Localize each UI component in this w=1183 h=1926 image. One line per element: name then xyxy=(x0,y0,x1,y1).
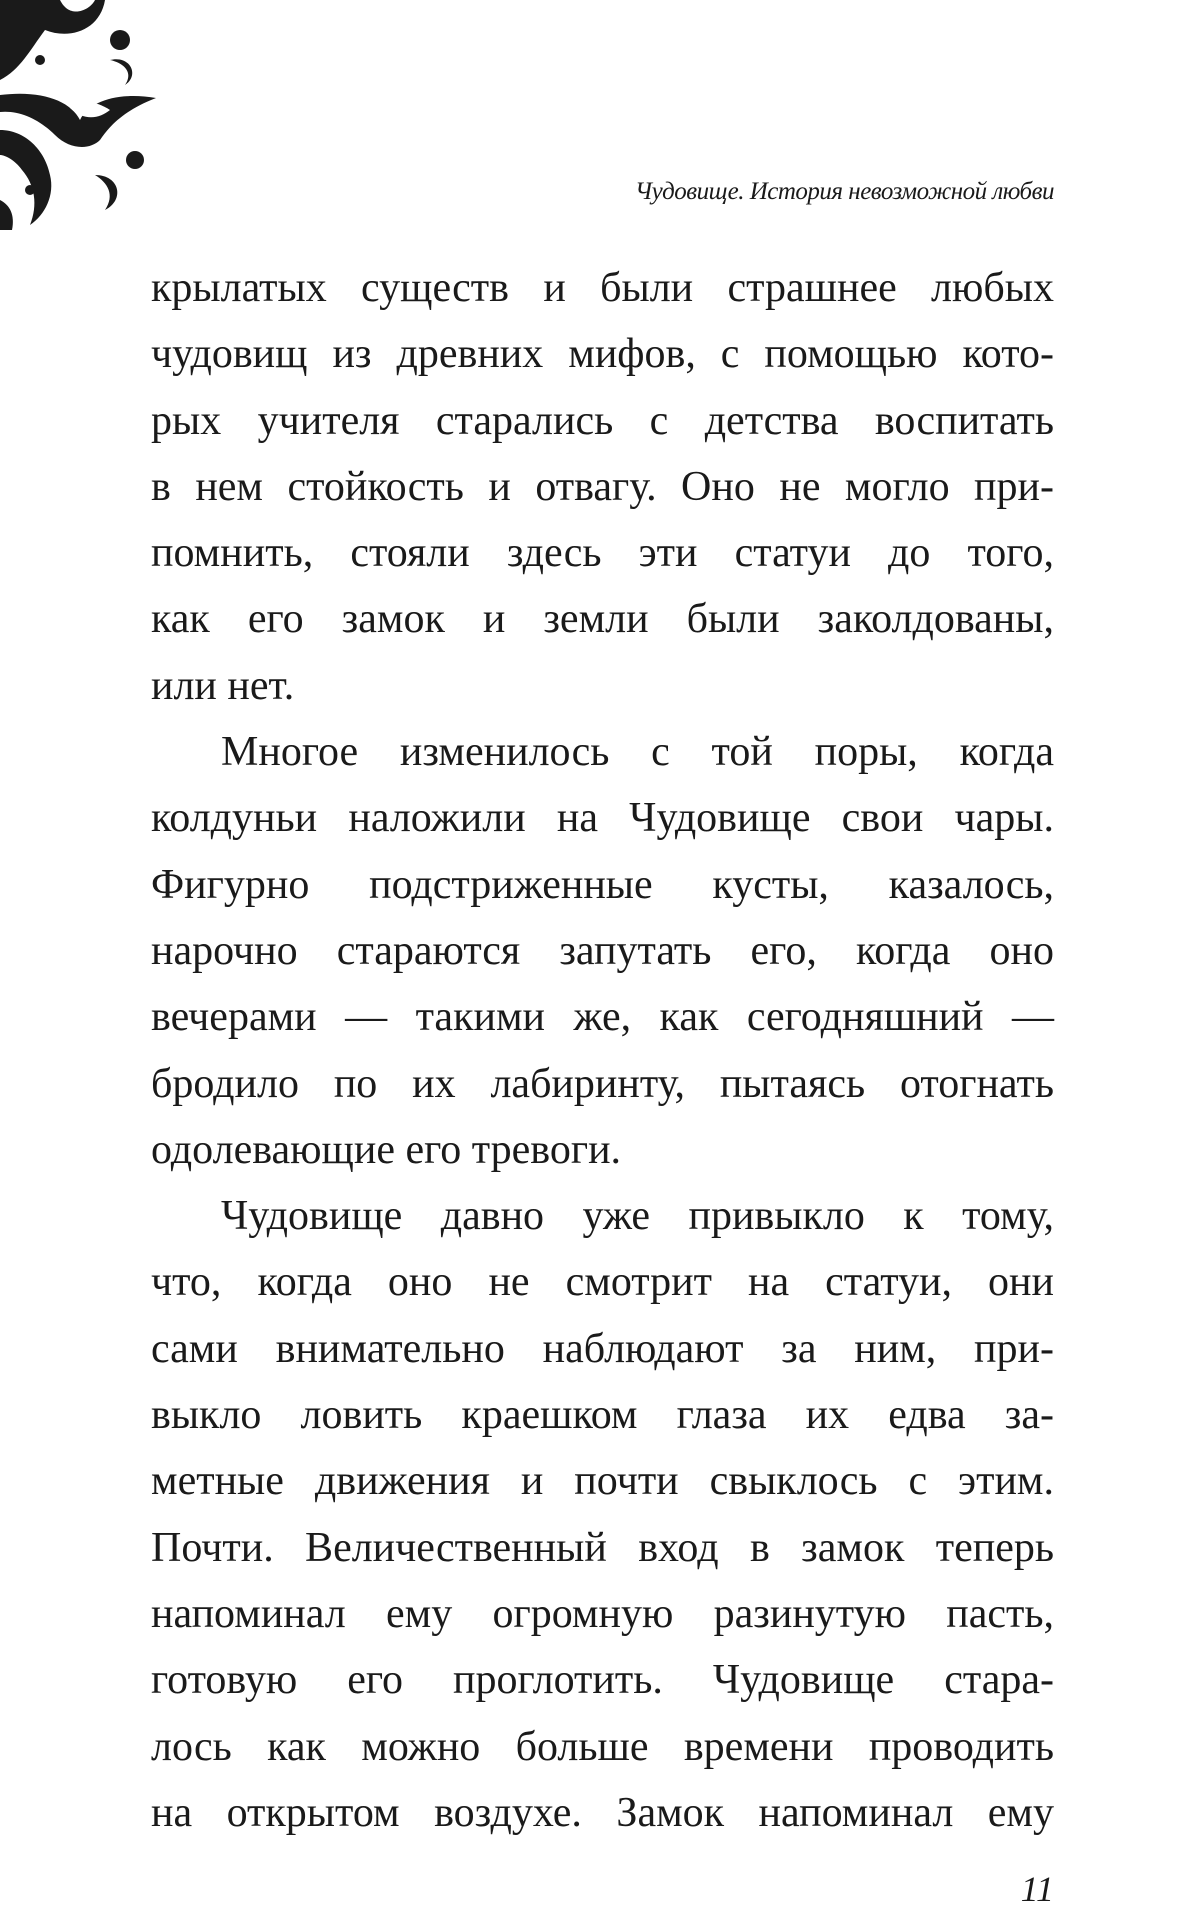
text-line: чудовищ из древних мифов, с помощью кото- xyxy=(151,331,1054,378)
text-line: выкло ловить краешком глаза их едва за- xyxy=(151,1392,1054,1439)
text-line: рых учителя старались с детства воспитать xyxy=(151,397,1054,444)
text-line: Почти. Величественный вход в замок теперь xyxy=(151,1524,1054,1571)
text-line: лось как можно больше времени проводить xyxy=(151,1723,1054,1770)
text-line: колдуньи наложили на Чудовище свои чары. xyxy=(151,795,1054,842)
text-line: как его замок и земли были заколдованы, xyxy=(151,596,1054,643)
text-line: Чудовище давно уже привыкло к тому, xyxy=(221,1193,1054,1240)
body-text xyxy=(151,255,1054,1846)
text-line: нарочно стараются запутать его, когда оно xyxy=(151,927,1054,974)
text-line: на открытом воздухе. Замок напоминал ему xyxy=(151,1789,1054,1836)
text-line: готовую его проглотить. Чудовище стара- xyxy=(151,1657,1054,1704)
text-line: одолевающие его тревоги. xyxy=(151,1126,622,1173)
text-line: крылатых существ и были страшнее любых xyxy=(151,265,1054,311)
text-line: метные движения и почти свыклось с этим. xyxy=(151,1458,1054,1505)
text-line: вечерами — такими же, как сегодняшний — xyxy=(151,994,1054,1041)
text-line: напоминал ему огромную разинутую пасть, xyxy=(151,1590,1054,1637)
text-line: сами внимательно наблюдают за ним, при- xyxy=(151,1325,1054,1372)
running-head: Чудовище. История невозможной любви xyxy=(634,178,1054,205)
text-line: помнить, стояли здесь эти статуи до того, xyxy=(151,530,1054,577)
text-line: или нет. xyxy=(151,662,295,709)
page-number: 11 xyxy=(1020,1869,1054,1909)
text-line: бродило по их лабиринту, пытаясь отогнать xyxy=(151,1060,1054,1107)
text-line: Многое изменилось с той поры, когда xyxy=(221,729,1054,776)
text-line: что, когда оно не смотрит на статуи, они xyxy=(151,1259,1054,1306)
corner-ornament-icon xyxy=(0,0,156,230)
text-line: в нем стойкость и отвагу. Оно не могло при- xyxy=(151,463,1054,510)
text-line: Фигурно подстриженные кусты, казалось, xyxy=(151,861,1054,908)
